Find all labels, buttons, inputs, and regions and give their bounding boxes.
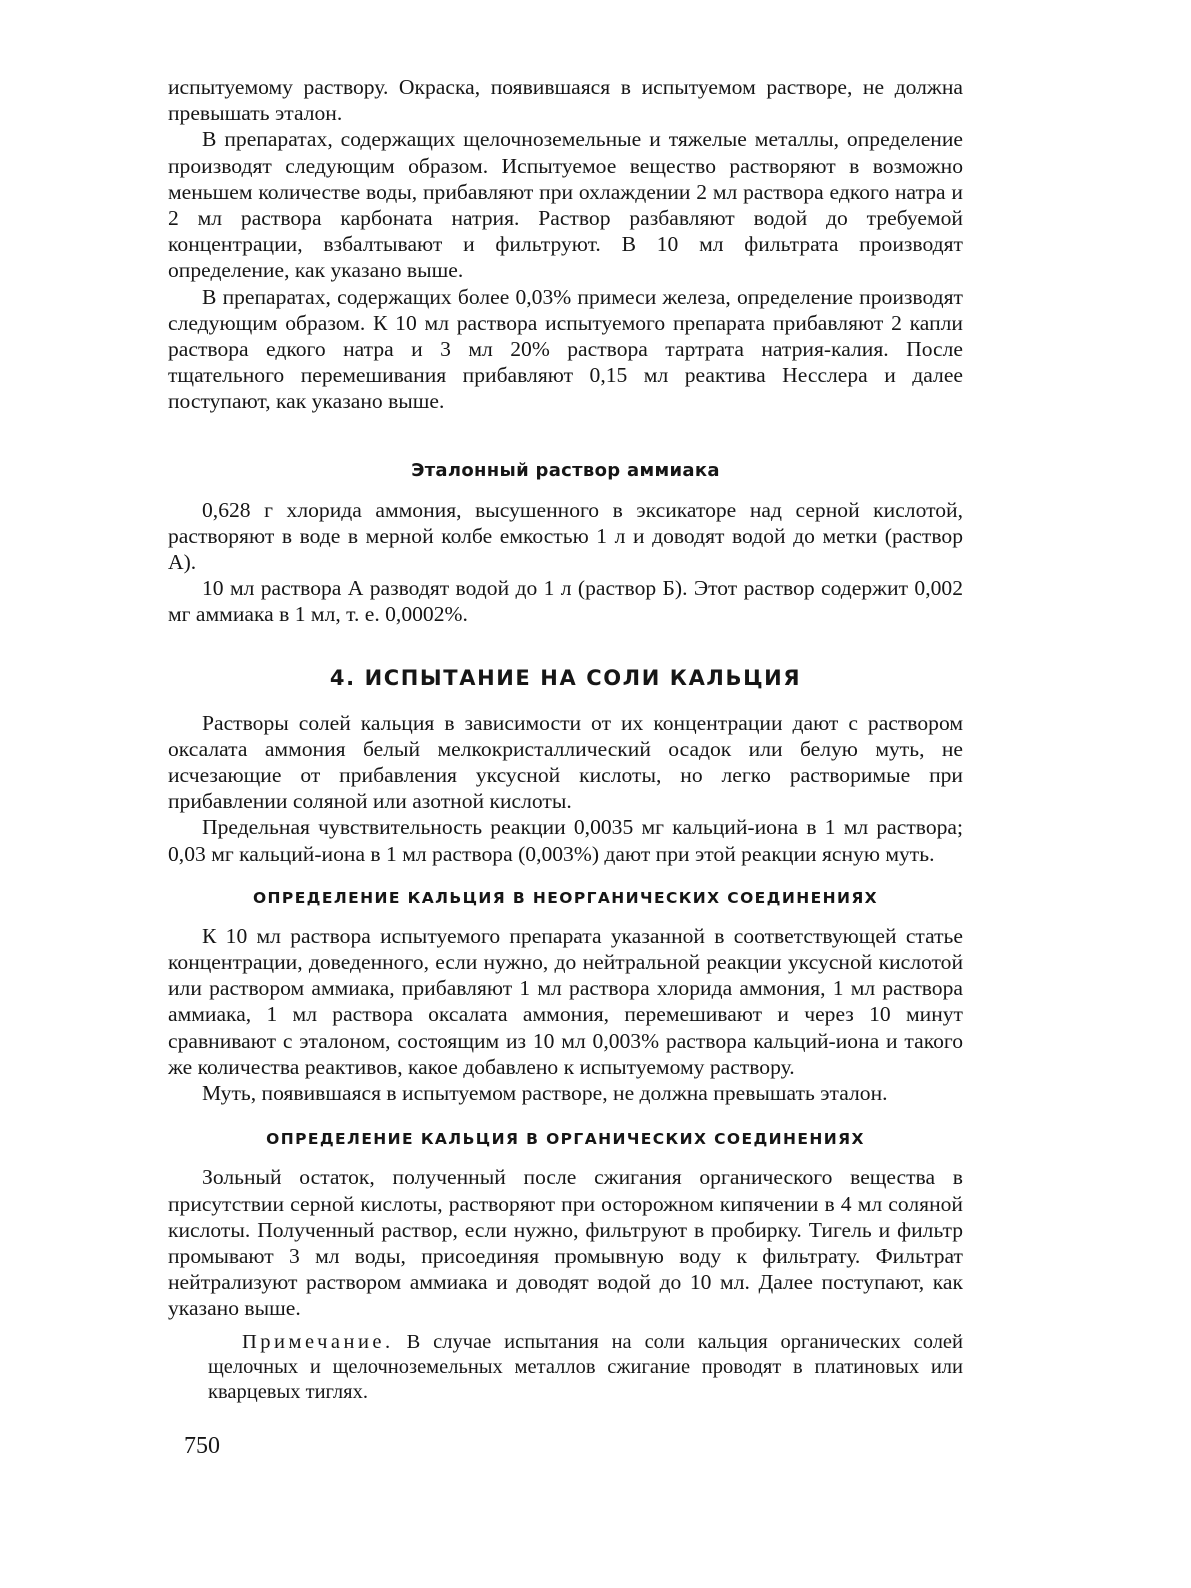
paragraph-continuation: испытуемому раствору. Окраска, появившаяся в испытуемом растворе, не должна превышать эталон. xyxy=(168,75,963,126)
paragraph-iron-impurity: В препаратах, содержащих более 0,03% примеси железа, определение производят следующим образом. К 10 мл раствора испытуемого препарата прибавляют 2 капли раствора едкого натра и 3 мл 20% раствора тартрата натрия-калия. После тщательного перемешивания прибавляют 0,15 мл реактива Несслера и далее поступают, как указано выше. xyxy=(168,284,963,414)
heading-inorganic-compounds: ОПРЕДЕЛЕНИЕ КАЛЬЦИЯ В НЕОРГАНИЧЕСКИХ СОЕДИНЕНИЯХ xyxy=(252,888,879,907)
paragraph-ammonia-solution-b: 10 мл раствора А разводят водой до 1 л (раствор Б). Этот раствор содержит 0,002 мг аммиака в 1 мл, т. е. 0,0002%. xyxy=(168,576,963,627)
heading-organic-compounds: ОПРЕДЕЛЕНИЕ КАЛЬЦИЯ В ОРГАНИЧЕСКИХ СОЕДИНЕНИЯХ xyxy=(266,1130,865,1149)
note-block xyxy=(168,1330,963,1405)
page-body xyxy=(168,74,963,1574)
page-number: 750 xyxy=(184,1433,220,1459)
paragraph-ammonia-solution-a: 0,628 г хлорида аммония, высушенного в эксикаторе над серной кислотой, растворяют в воде в мерной колбе емкостью 1 л и доводят водой до метки (раствор А). xyxy=(168,497,963,575)
paragraph-inorganic-procedure: К 10 мл раствора испытуемого препарата указанной в соответствующей статье концентрации, доведенного, если нужно, до нейтральной реакции уксусной кислотой или раствором аммиака, прибавляют 1 мл раствора хлорида аммония, 1 мл раствора аммиака, 1 мл раствора оксалата аммония, перемешивают и через 10 минут сравнивают с эталоном, состоящим из 10 мл 0,003% раствора кальций-иона и такого же количества реактивов, какое добавлено к испытуемому раствору. xyxy=(168,923,963,1079)
paragraph-calcium-sensitivity: Предельная чувствительность реакции 0,0035 мг кальций-иона в 1 мл раствора; 0,03 мг кальций-иона в 1 мл раствора (0,003%) дают при этой реакции ясную муть. xyxy=(168,815,963,866)
paragraph-calcium-intro: Растворы солей кальция в зависимости от их концентрации дают с раствором оксалата аммония белый мелкокристаллический осадок или белую муть, не исчезающие от прибавления уксусной кислоты, но легко растворимые при прибавлении соляной или азотной кислоты. xyxy=(168,710,963,814)
note-text: В случае испытания на соли кальция органических солей щелочных и щелочноземельных металлов сжигание проводят в платиновых или кварцевых тиглях. xyxy=(208,1330,963,1403)
note-label: Примечание. xyxy=(242,1330,394,1353)
heading-ammonia-standard: Эталонный раствор аммиака xyxy=(411,459,720,481)
paragraph-organic-procedure: Зольный остаток, полученный после сжигания органического вещества в присутствии серной кислоты, растворяют при осторожном кипячении в 4 мл соляной кислоты. Полученный раствор, если нужно, фильтруют в пробирку. Тигель и фильтр промывают 3 мл воды, присоединяя промывную воду к фильтрату. Фильтрат нейтрализуют раствором аммиака и доводят водой до 10 мл. Далее поступают, как указано выше. xyxy=(168,1165,963,1321)
section-title-calcium: 4. ИСПЫТАНИЕ НА СОЛИ КАЛЬЦИЯ xyxy=(329,665,802,690)
paragraph-alkaline-earth: В препаратах, содержащих щелочноземельные и тяжелые металлы, определение производят следующим образом. Испытуемое вещество растворяют в возможно меньшем количестве воды, прибавляют при охлаждении 2 мл раствора едкого натра и 2 мл раствора карбоната натрия. Раствор разбавляют водой до требуемой концентрации, взбалтывают и фильтруют. В 10 мл фильтрата производят определение, как указано выше. xyxy=(168,127,963,283)
paragraph-inorganic-result: Муть, появившаяся в испытуемом растворе, не должна превышать эталон. xyxy=(202,1081,888,1106)
